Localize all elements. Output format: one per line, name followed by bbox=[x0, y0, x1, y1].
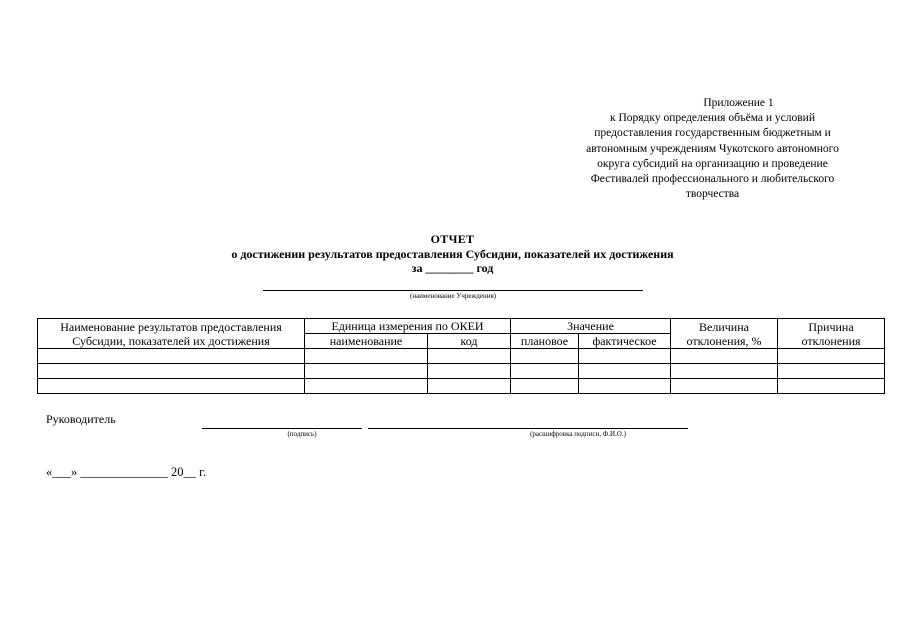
table-cell[interactable] bbox=[778, 349, 885, 364]
appendix-line: к Порядку определения объёма и условий bbox=[610, 112, 815, 125]
header-unit: Единица измерения по ОКЕИ bbox=[305, 319, 511, 334]
table-cell[interactable] bbox=[579, 349, 671, 364]
report-title: ОТЧЕТ bbox=[430, 232, 475, 246]
table-cell[interactable] bbox=[778, 364, 885, 379]
appendix-line: автономным учреждениям Чукотского автономного bbox=[586, 142, 839, 155]
institution-caption: (наименование Учреждения) bbox=[409, 292, 496, 300]
report-subtitle: о достижении результатов предоставления Субсидии, показателей их достижения bbox=[231, 246, 674, 261]
appendix-block bbox=[540, 96, 885, 202]
appendix-title: Приложение 1 bbox=[703, 97, 774, 109]
table-cell[interactable] bbox=[511, 364, 579, 379]
table-cell[interactable] bbox=[38, 379, 305, 394]
report-table bbox=[37, 318, 885, 394]
header-deviation: Величина отклонения, % bbox=[671, 319, 778, 349]
header-reason: Причина отклонения bbox=[778, 319, 885, 349]
header-results: Наименование результатов предоставления Субсидии, показателей их достижения bbox=[38, 319, 305, 349]
table-cell[interactable] bbox=[778, 379, 885, 394]
report-heading bbox=[0, 232, 905, 276]
table-cell[interactable] bbox=[38, 364, 305, 379]
table-cell[interactable] bbox=[428, 364, 511, 379]
appendix-line: Фестивалей профессионального и любительского bbox=[590, 173, 835, 186]
table-cell[interactable] bbox=[38, 349, 305, 364]
appendix-line: предоставления государственным бюджетным и bbox=[594, 127, 831, 140]
institution-line[interactable] bbox=[263, 290, 643, 291]
signature-decode-line[interactable] bbox=[368, 428, 688, 429]
table-cell[interactable] bbox=[305, 349, 428, 364]
header-value-plan: плановое bbox=[511, 334, 579, 349]
report-period: за ________ год bbox=[411, 261, 494, 275]
header-value-fact: фактическое bbox=[579, 334, 671, 349]
header-unit-code: код bbox=[428, 334, 511, 349]
appendix-line: округа субсидий на организацию и проведение bbox=[597, 157, 828, 170]
table-cell[interactable] bbox=[511, 349, 579, 364]
table-cell[interactable] bbox=[671, 364, 778, 379]
signature-line[interactable] bbox=[202, 428, 362, 429]
header-unit-name: наименование bbox=[305, 334, 428, 349]
signature-label: Руководитель bbox=[46, 412, 116, 426]
appendix-line: творчества bbox=[685, 188, 740, 201]
table-row bbox=[38, 349, 885, 364]
table-cell[interactable] bbox=[671, 349, 778, 364]
table-cell[interactable] bbox=[305, 379, 428, 394]
date-line: «___» ______________ 20__ г. bbox=[46, 465, 206, 479]
table-cell[interactable] bbox=[305, 364, 428, 379]
table-cell[interactable] bbox=[428, 379, 511, 394]
table-cell[interactable] bbox=[428, 349, 511, 364]
signature-decode-caption: (расшифровка подписи, Ф.И.О.) bbox=[530, 430, 626, 438]
header-value: Значение bbox=[511, 319, 671, 334]
signature-caption: (подпись) bbox=[287, 430, 317, 438]
table-row bbox=[38, 379, 885, 394]
table-cell[interactable] bbox=[579, 379, 671, 394]
table-cell[interactable] bbox=[671, 379, 778, 394]
table-cell[interactable] bbox=[579, 364, 671, 379]
table-cell[interactable] bbox=[511, 379, 579, 394]
table-row bbox=[38, 364, 885, 379]
